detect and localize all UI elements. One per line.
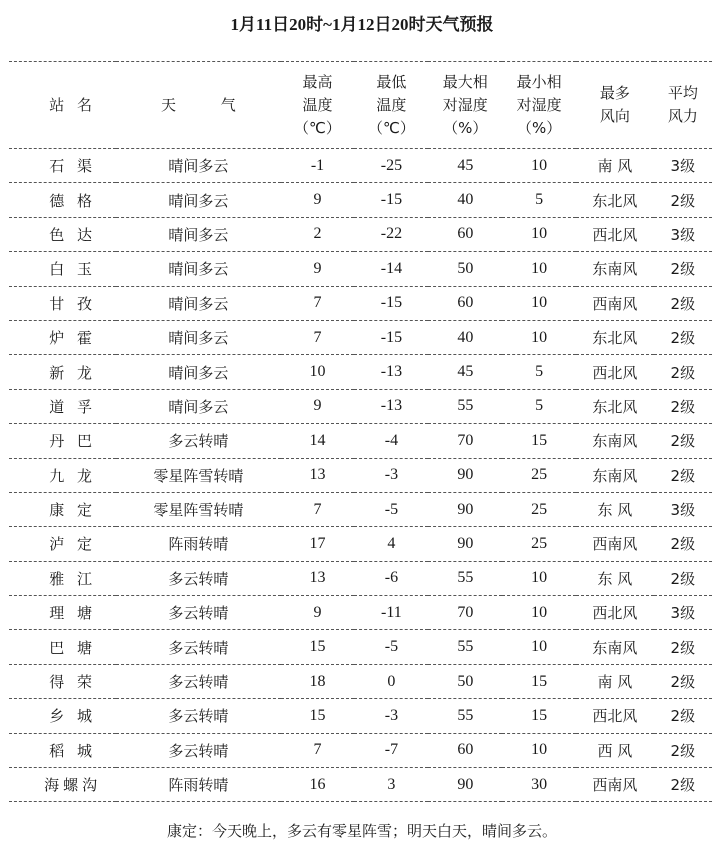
cell-min-temp: -3 — [354, 458, 428, 492]
cell-min-temp: -15 — [354, 320, 428, 354]
header-max-hum-l3: （%） — [443, 118, 488, 137]
cell-max-temp: 14 — [281, 424, 355, 458]
cell-station: 康 定 — [9, 492, 116, 526]
cell-wind-direction: 西北风 — [576, 217, 654, 251]
cell-station: 白 玉 — [9, 252, 116, 286]
cell-station: 稻 城 — [9, 733, 116, 767]
cell-max-temp: 9 — [281, 389, 355, 423]
cell-max-humidity: 55 — [428, 561, 502, 595]
cell-max-temp: 9 — [281, 596, 355, 630]
cell-station: 石 渠 — [9, 149, 116, 183]
table-row — [9, 252, 712, 286]
header-wind-force-l1: 平均 — [667, 84, 698, 102]
cell-max-temp: 9 — [281, 252, 355, 286]
cell-min-temp: -6 — [354, 561, 428, 595]
cell-max-temp: 9 — [281, 183, 355, 217]
cell-weather: 零星阵雪转晴 — [116, 492, 280, 526]
cell-station: 九 龙 — [9, 458, 116, 492]
cell-min-temp: -3 — [354, 699, 428, 733]
table-row — [9, 561, 712, 595]
cell-max-humidity: 60 — [428, 733, 502, 767]
cell-station: 巴 塘 — [9, 630, 116, 664]
cell-min-humidity: 15 — [502, 424, 576, 458]
cell-wind-force: 2级 — [654, 768, 712, 802]
cell-station: 色 达 — [9, 217, 116, 251]
table-row — [9, 355, 712, 389]
cell-weather: 零星阵雪转晴 — [116, 458, 280, 492]
cell-wind-direction: 西 风 — [576, 733, 654, 767]
cell-min-temp: 4 — [354, 527, 428, 561]
cell-min-humidity: 30 — [502, 768, 576, 802]
cell-station: 理 塘 — [9, 596, 116, 630]
cell-max-humidity: 50 — [428, 664, 502, 698]
cell-station: 甘 孜 — [9, 286, 116, 320]
cell-station: 雅 江 — [9, 561, 116, 595]
header-max-hum-l1: 最大相 — [442, 72, 488, 91]
cell-wind-force: 2级 — [654, 183, 712, 217]
cell-min-temp: -22 — [354, 217, 428, 251]
cell-min-temp: -14 — [354, 252, 428, 286]
cell-max-humidity: 90 — [428, 458, 502, 492]
header-max-temp — [281, 62, 355, 149]
cell-min-temp: -7 — [354, 733, 428, 767]
cell-max-humidity: 70 — [428, 596, 502, 630]
cell-max-temp: 13 — [281, 458, 355, 492]
cell-weather: 多云转晴 — [116, 424, 280, 458]
cell-weather: 阵雨转晴 — [116, 527, 280, 561]
cell-max-temp: 7 — [281, 492, 355, 526]
header-max-temp-l2: 温度 — [302, 95, 333, 114]
cell-min-humidity: 10 — [502, 320, 576, 354]
cell-max-humidity: 55 — [428, 630, 502, 664]
cell-min-temp: -11 — [354, 596, 428, 630]
table-row — [9, 389, 712, 423]
header-min-hum-l3: （%） — [517, 118, 562, 137]
cell-min-temp: -25 — [354, 149, 428, 183]
cell-min-temp: -15 — [354, 286, 428, 320]
cell-weather: 多云转晴 — [116, 664, 280, 698]
cell-min-temp: -13 — [354, 355, 428, 389]
cell-weather: 阵雨转晴 — [116, 768, 280, 802]
cell-station: 丹 巴 — [9, 424, 116, 458]
cell-station: 道 孚 — [9, 389, 116, 423]
cell-max-temp: 15 — [281, 630, 355, 664]
cell-max-humidity: 45 — [428, 149, 502, 183]
header-wind-direction — [576, 62, 654, 149]
cell-min-humidity: 10 — [502, 217, 576, 251]
cell-min-humidity: 25 — [502, 527, 576, 561]
cell-wind-direction: 东北风 — [576, 320, 654, 354]
header-min-humidity — [502, 62, 576, 149]
header-weather — [116, 62, 280, 149]
cell-max-temp: 7 — [281, 320, 355, 354]
cell-weather: 晴间多云 — [116, 183, 280, 217]
page-title: 1月11日20时~1月12日20时天气预报 — [230, 15, 494, 34]
header-min-temp — [354, 62, 428, 149]
table-row — [9, 664, 712, 698]
cell-wind-force: 2级 — [654, 733, 712, 767]
cell-wind-force: 3级 — [654, 149, 712, 183]
cell-max-humidity: 40 — [428, 320, 502, 354]
table-row — [9, 733, 712, 767]
cell-wind-force: 2级 — [654, 527, 712, 561]
cell-wind-force: 2级 — [654, 389, 712, 423]
cell-weather: 晴间多云 — [116, 389, 280, 423]
cell-min-humidity: 5 — [502, 389, 576, 423]
table-row — [9, 424, 712, 458]
cell-max-humidity: 55 — [428, 699, 502, 733]
cell-weather: 晴间多云 — [116, 286, 280, 320]
cell-wind-direction: 西南风 — [576, 768, 654, 802]
header-min-temp-l2: 温度 — [376, 95, 407, 114]
header-weather-label: 天 气 — [161, 95, 236, 114]
cell-max-temp: 15 — [281, 699, 355, 733]
cell-min-humidity: 10 — [502, 630, 576, 664]
cell-weather: 晴间多云 — [116, 149, 280, 183]
cell-wind-force: 2级 — [654, 252, 712, 286]
cell-max-humidity: 60 — [428, 286, 502, 320]
cell-wind-direction: 东南风 — [576, 252, 654, 286]
cell-max-humidity: 50 — [428, 252, 502, 286]
cell-min-humidity: 15 — [502, 699, 576, 733]
cell-wind-force: 2级 — [654, 630, 712, 664]
cell-wind-force: 2级 — [654, 320, 712, 354]
cell-weather: 晴间多云 — [116, 355, 280, 389]
cell-max-temp: 16 — [281, 768, 355, 802]
table-row — [9, 217, 712, 251]
cell-wind-force: 2级 — [654, 458, 712, 492]
cell-min-humidity: 10 — [502, 733, 576, 767]
cell-wind-direction: 西北风 — [576, 596, 654, 630]
cell-wind-direction: 南 风 — [576, 149, 654, 183]
cell-station: 得 荣 — [9, 664, 116, 698]
cell-wind-direction: 西北风 — [576, 699, 654, 733]
header-wind-force — [654, 62, 712, 149]
cell-wind-force: 3级 — [654, 596, 712, 630]
cell-wind-direction: 东北风 — [576, 389, 654, 423]
cell-wind-force: 2级 — [654, 286, 712, 320]
cell-wind-direction: 东南风 — [576, 630, 654, 664]
cell-wind-direction: 东 风 — [576, 561, 654, 595]
table-row — [9, 699, 712, 733]
cell-max-temp: -1 — [281, 149, 355, 183]
cell-min-temp: 0 — [354, 664, 428, 698]
cell-max-humidity: 90 — [428, 527, 502, 561]
cell-weather: 晴间多云 — [116, 320, 280, 354]
cell-wind-force: 2级 — [654, 699, 712, 733]
cell-min-temp: -13 — [354, 389, 428, 423]
cell-max-temp: 18 — [281, 664, 355, 698]
forecast-table — [9, 61, 712, 802]
cell-min-humidity: 5 — [502, 355, 576, 389]
cell-wind-direction: 东南风 — [576, 458, 654, 492]
cell-max-temp: 2 — [281, 217, 355, 251]
cell-min-temp: -15 — [354, 183, 428, 217]
header-wind-dir-l2: 风向 — [599, 107, 630, 125]
cell-min-humidity: 25 — [502, 492, 576, 526]
cell-station: 德 格 — [9, 183, 116, 217]
cell-wind-direction: 南 风 — [576, 664, 654, 698]
table-row — [9, 286, 712, 320]
cell-min-temp: -4 — [354, 424, 428, 458]
table-row — [9, 630, 712, 664]
table-row — [9, 768, 712, 802]
cell-max-temp: 7 — [281, 733, 355, 767]
cell-max-temp: 10 — [281, 355, 355, 389]
cell-wind-direction: 西南风 — [576, 527, 654, 561]
cell-wind-force: 2级 — [654, 355, 712, 389]
table-row — [9, 492, 712, 526]
cell-wind-force: 2级 — [654, 424, 712, 458]
header-min-hum-l2: 对湿度 — [516, 95, 562, 114]
cell-wind-force: 3级 — [654, 492, 712, 526]
cell-max-temp: 13 — [281, 561, 355, 595]
cell-weather: 多云转晴 — [116, 561, 280, 595]
header-wind-force-l2: 风力 — [667, 107, 698, 125]
cell-wind-force: 2级 — [654, 561, 712, 595]
cell-max-humidity: 90 — [428, 492, 502, 526]
cell-min-humidity: 10 — [502, 286, 576, 320]
header-max-temp-l1: 最高 — [302, 72, 333, 91]
cell-max-humidity: 45 — [428, 355, 502, 389]
header-max-temp-l3: （℃） — [294, 118, 341, 137]
cell-min-humidity: 15 — [502, 664, 576, 698]
cell-wind-direction: 西南风 — [576, 286, 654, 320]
cell-max-temp: 7 — [281, 286, 355, 320]
cell-min-humidity: 10 — [502, 561, 576, 595]
cell-weather: 多云转晴 — [116, 630, 280, 664]
cell-min-temp: -5 — [354, 630, 428, 664]
table-row — [9, 183, 712, 217]
header-wind-dir-l1: 最多 — [599, 84, 630, 102]
table-row — [9, 149, 712, 183]
cell-min-humidity: 10 — [502, 149, 576, 183]
header-min-temp-l1: 最低 — [376, 72, 407, 91]
cell-station: 乡 城 — [9, 699, 116, 733]
header-station: 站 名 — [9, 62, 116, 149]
table-row — [9, 596, 712, 630]
header-max-hum-l2: 对湿度 — [442, 95, 488, 114]
table-row — [9, 320, 712, 354]
cell-weather: 多云转晴 — [116, 733, 280, 767]
cell-min-humidity: 10 — [502, 596, 576, 630]
cell-max-humidity: 55 — [428, 389, 502, 423]
cell-station: 泸 定 — [9, 527, 116, 561]
table-row — [9, 458, 712, 492]
cell-station: 新 龙 — [9, 355, 116, 389]
cell-weather: 晴间多云 — [116, 217, 280, 251]
cell-weather: 多云转晴 — [116, 596, 280, 630]
table-row — [9, 527, 712, 561]
cell-max-temp: 17 — [281, 527, 355, 561]
cell-station: 海螺沟 — [9, 768, 116, 802]
cell-max-humidity: 60 — [428, 217, 502, 251]
table-header-row — [9, 62, 712, 149]
cell-wind-force: 2级 — [654, 664, 712, 698]
cell-wind-force: 3级 — [654, 217, 712, 251]
cell-weather: 多云转晴 — [116, 699, 280, 733]
cell-min-temp: -5 — [354, 492, 428, 526]
cell-min-humidity: 25 — [502, 458, 576, 492]
cell-max-humidity: 40 — [428, 183, 502, 217]
cell-min-temp: 3 — [354, 768, 428, 802]
cell-weather: 晴间多云 — [116, 252, 280, 286]
cell-wind-direction: 西北风 — [576, 355, 654, 389]
cell-wind-direction: 东 风 — [576, 492, 654, 526]
cell-station: 炉 霍 — [9, 320, 116, 354]
kangding-note: 康定：今天晚上，多云有零星阵雪；明天白天，晴间多云。 — [166, 822, 557, 840]
header-min-hum-l1: 最小相 — [516, 72, 562, 91]
cell-wind-direction: 东南风 — [576, 424, 654, 458]
cell-max-humidity: 90 — [428, 768, 502, 802]
header-min-temp-l3: （℃） — [367, 118, 415, 137]
cell-min-humidity: 5 — [502, 183, 576, 217]
header-max-humidity — [428, 62, 502, 149]
cell-wind-direction: 东北风 — [576, 183, 654, 217]
cell-max-humidity: 70 — [428, 424, 502, 458]
cell-min-humidity: 10 — [502, 252, 576, 286]
